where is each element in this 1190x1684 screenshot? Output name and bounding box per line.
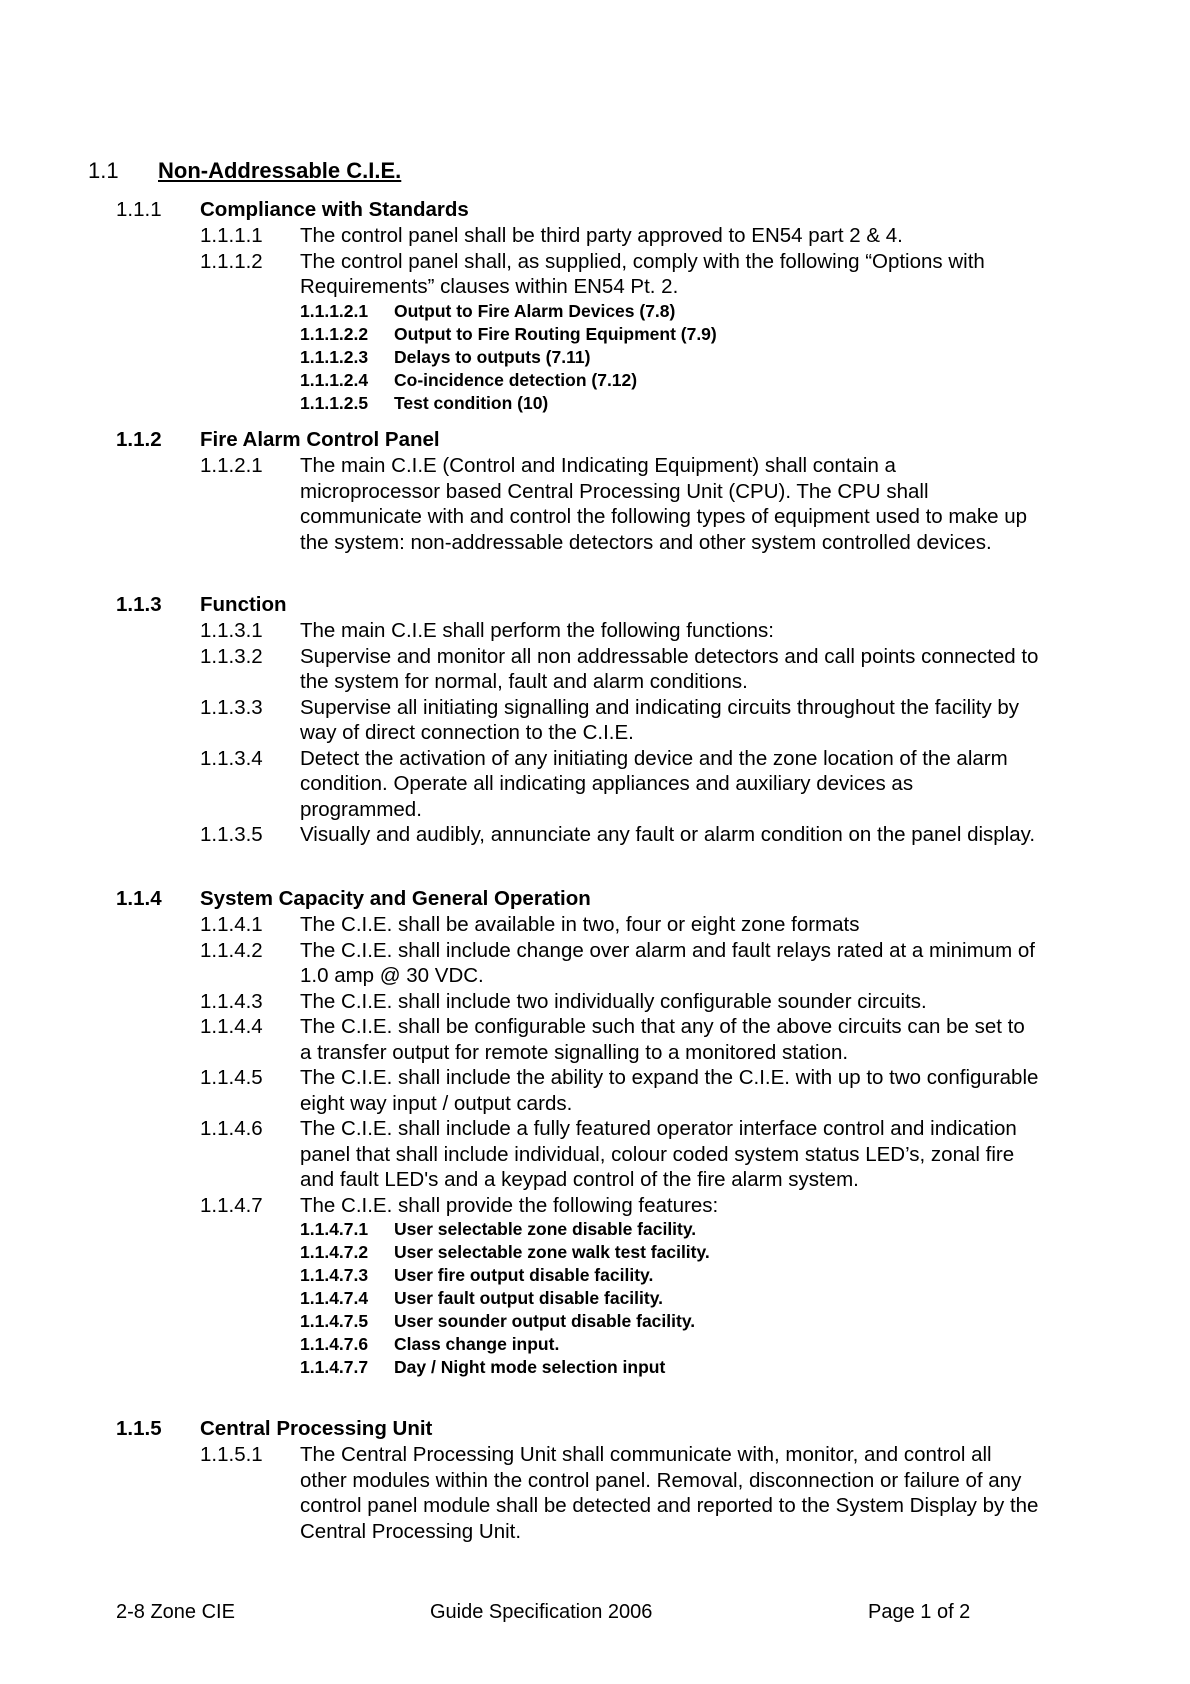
clause bbox=[116, 453, 1076, 555]
clause-number: 1.1.4.5 bbox=[200, 1066, 263, 1089]
section-fire-alarm-control-panel bbox=[116, 427, 1076, 555]
subclause-text: Test condition (10) bbox=[394, 392, 549, 413]
clause bbox=[116, 644, 1076, 695]
clause bbox=[116, 938, 1076, 989]
subclause-number: 1.1.4.7.7 bbox=[300, 1357, 369, 1377]
section-heading bbox=[116, 592, 1076, 618]
clause-number: 1.1.4.3 bbox=[200, 989, 263, 1013]
subclause bbox=[116, 1310, 1076, 1333]
subclause-text: User sounder output disable facility. bbox=[394, 1311, 696, 1331]
clause-number: 1.1.3.5 bbox=[200, 823, 263, 846]
main-heading-title: Non-Addressable C.I.E. bbox=[158, 158, 402, 183]
section-title: Central Processing Unit bbox=[200, 1417, 433, 1440]
section-number: 1.1.1 bbox=[116, 198, 162, 221]
subclause-number: 1.1.1.2.5 bbox=[300, 392, 369, 413]
subclause bbox=[116, 300, 1076, 323]
main-heading-number: 1.1 bbox=[88, 158, 119, 183]
section-function bbox=[116, 592, 1076, 848]
section-compliance bbox=[116, 197, 1076, 415]
subclause-text: Class change input. bbox=[394, 1334, 560, 1354]
clause-number: 1.1.5.1 bbox=[200, 1443, 263, 1466]
subclause-number: 1.1.4.7.3 bbox=[300, 1265, 369, 1285]
clause bbox=[116, 746, 1076, 823]
clause bbox=[116, 822, 1076, 848]
clause-text: Detect the activation of any initiating device and the zone location of the alarm condition. Operate all indicating appliances and auxiliary devices as programmed. bbox=[300, 746, 1008, 821]
subclause bbox=[116, 1333, 1076, 1356]
subclause-text: Co-incidence detection (7.12) bbox=[394, 369, 638, 390]
clause bbox=[116, 618, 1076, 644]
clause-text: The C.I.E. shall provide the following features: bbox=[300, 1193, 719, 1217]
subclause-number: 1.1.1.2.3 bbox=[300, 346, 369, 367]
section-heading bbox=[116, 427, 1076, 453]
clause-text: The C.I.E. shall include two individually configurable sounder circuits. bbox=[300, 989, 927, 1013]
clause-number: 1.1.4.1 bbox=[200, 913, 263, 936]
clause-number: 1.1.4.7 bbox=[200, 1193, 263, 1217]
clause-number: 1.1.1.1 bbox=[200, 224, 263, 247]
subclause-number: 1.1.4.7.1 bbox=[300, 1219, 369, 1239]
subclause bbox=[116, 392, 1076, 415]
subclause-text: User fire output disable facility. bbox=[394, 1265, 654, 1285]
subclause-text: User fault output disable facility. bbox=[394, 1288, 664, 1308]
clause-number: 1.1.2.1 bbox=[200, 454, 263, 477]
clause-text: The control panel shall be third party approved to EN54 part 2 & 4. bbox=[300, 224, 903, 247]
subclause-number: 1.1.4.7.4 bbox=[300, 1288, 369, 1308]
subclause-number: 1.1.1.2.2 bbox=[300, 323, 369, 344]
section-heading bbox=[116, 1416, 1076, 1442]
section-title: Function bbox=[200, 593, 287, 616]
clause-text: The C.I.E. shall include the ability to expand the C.I.E. with up to two configurable eight way input / output cards. bbox=[300, 1066, 1039, 1115]
subclause-text: Output to Fire Alarm Devices (7.8) bbox=[394, 300, 676, 321]
clause bbox=[116, 1014, 1076, 1065]
subclause bbox=[116, 346, 1076, 369]
clause-number: 1.1.3.2 bbox=[200, 644, 263, 668]
footer-left: 2-8 Zone CIE bbox=[116, 1601, 235, 1623]
clause-number: 1.1.4.4 bbox=[200, 1015, 263, 1038]
clause-text: The C.I.E. shall be configurable such that any of the above circuits can be set to a transfer output for remote signalling to a monitored station. bbox=[300, 1015, 1025, 1064]
section-title: Compliance with Standards bbox=[200, 198, 469, 221]
subclause-number: 1.1.4.7.5 bbox=[300, 1311, 369, 1331]
clause-number: 1.1.4.2 bbox=[200, 938, 263, 962]
subclause-number: 1.1.1.2.1 bbox=[300, 300, 369, 321]
subclause bbox=[116, 323, 1076, 346]
section-title: Fire Alarm Control Panel bbox=[200, 428, 440, 451]
subclause-number: 1.1.1.2.4 bbox=[300, 369, 369, 390]
clause-text: The C.I.E. shall include change over alarm and fault relays rated at a minimum of 1.0 amp @ 30 VDC. bbox=[300, 938, 1035, 987]
footer-center: Guide Specification 2006 bbox=[430, 1601, 653, 1623]
section-heading bbox=[116, 197, 1076, 223]
subclause bbox=[116, 1356, 1076, 1379]
subclause-text: Output to Fire Routing Equipment (7.9) bbox=[394, 323, 717, 344]
subclause-number: 1.1.4.7.6 bbox=[300, 1334, 369, 1354]
clause-number: 1.1.3.4 bbox=[200, 746, 263, 770]
clause-text: The main C.I.E (Control and Indicating Equipment) shall contain a microprocessor based Central Processing Unit (CPU). The CPU shall communicate with and control the following types of equipment used to make up the system: non-addressable detectors and other system controlled devices. bbox=[300, 454, 1028, 554]
subclause-text: Day / Night mode selection input bbox=[394, 1357, 666, 1377]
clause-text: Supervise and monitor all non addressable detectors and call points connected to the system for normal, fault and alarm conditions. bbox=[300, 644, 1039, 693]
subclause bbox=[116, 1241, 1076, 1264]
clause-text: The C.I.E. shall be available in two, four or eight zone formats bbox=[300, 913, 860, 936]
subclause bbox=[116, 1264, 1076, 1287]
clause bbox=[116, 1193, 1076, 1219]
clause-number: 1.1.4.6 bbox=[200, 1117, 263, 1140]
clause bbox=[116, 989, 1076, 1015]
section-system-capacity bbox=[116, 886, 1076, 1379]
footer-page-number: Page 1 of 2 bbox=[868, 1601, 971, 1623]
clause-text: Visually and audibly, annunciate any fault or alarm condition on the panel display. bbox=[300, 823, 1036, 846]
clause-number: 1.1.3.1 bbox=[200, 619, 263, 642]
clause-number: 1.1.1.2 bbox=[200, 249, 263, 273]
section-central-processing-unit bbox=[116, 1416, 1076, 1544]
subclause bbox=[116, 1287, 1076, 1310]
subclause bbox=[116, 1218, 1076, 1241]
clause-text: Supervise all initiating signalling and indicating circuits throughout the facility by way of direct connection to the C.I.E. bbox=[300, 695, 1020, 744]
section-title: System Capacity and General Operation bbox=[200, 887, 591, 910]
clause bbox=[116, 1116, 1076, 1193]
clause bbox=[116, 1442, 1076, 1544]
clause-text: The control panel shall, as supplied, comply with the following “Options with Requirements” clauses within EN54 Pt. 2. bbox=[300, 249, 985, 298]
clause-text: The C.I.E. shall include a fully featured operator interface control and indication panel that shall include individual, colour coded system status LED’s, zonal fire and fault LED's and a keypad control of the fire alarm system. bbox=[300, 1117, 1017, 1191]
clause-text: The main C.I.E shall perform the following functions: bbox=[300, 619, 774, 642]
clause bbox=[116, 249, 1076, 300]
main-heading bbox=[88, 158, 401, 184]
section-number: 1.1.4 bbox=[116, 887, 162, 910]
section-number: 1.1.3 bbox=[116, 593, 162, 616]
subclause-text: Delays to outputs (7.11) bbox=[394, 346, 591, 367]
subclause bbox=[116, 369, 1076, 392]
clause bbox=[116, 695, 1076, 746]
subclause-number: 1.1.4.7.2 bbox=[300, 1242, 369, 1262]
section-heading bbox=[116, 886, 1076, 912]
subclause-text: User selectable zone walk test facility. bbox=[394, 1242, 710, 1262]
subclause-text: User selectable zone disable facility. bbox=[394, 1219, 697, 1239]
clause bbox=[116, 223, 1076, 249]
clause bbox=[116, 912, 1076, 938]
clause-text: The Central Processing Unit shall communicate with, monitor, and control all other modules within the control panel. Removal, disconnection or failure of any control panel module shall be detected and reported to the System Display by the Central Processing Unit. bbox=[300, 1443, 1039, 1543]
clause-number: 1.1.3.3 bbox=[200, 695, 263, 719]
clause bbox=[116, 1065, 1076, 1116]
section-number: 1.1.5 bbox=[116, 1417, 162, 1440]
section-number: 1.1.2 bbox=[116, 428, 162, 451]
